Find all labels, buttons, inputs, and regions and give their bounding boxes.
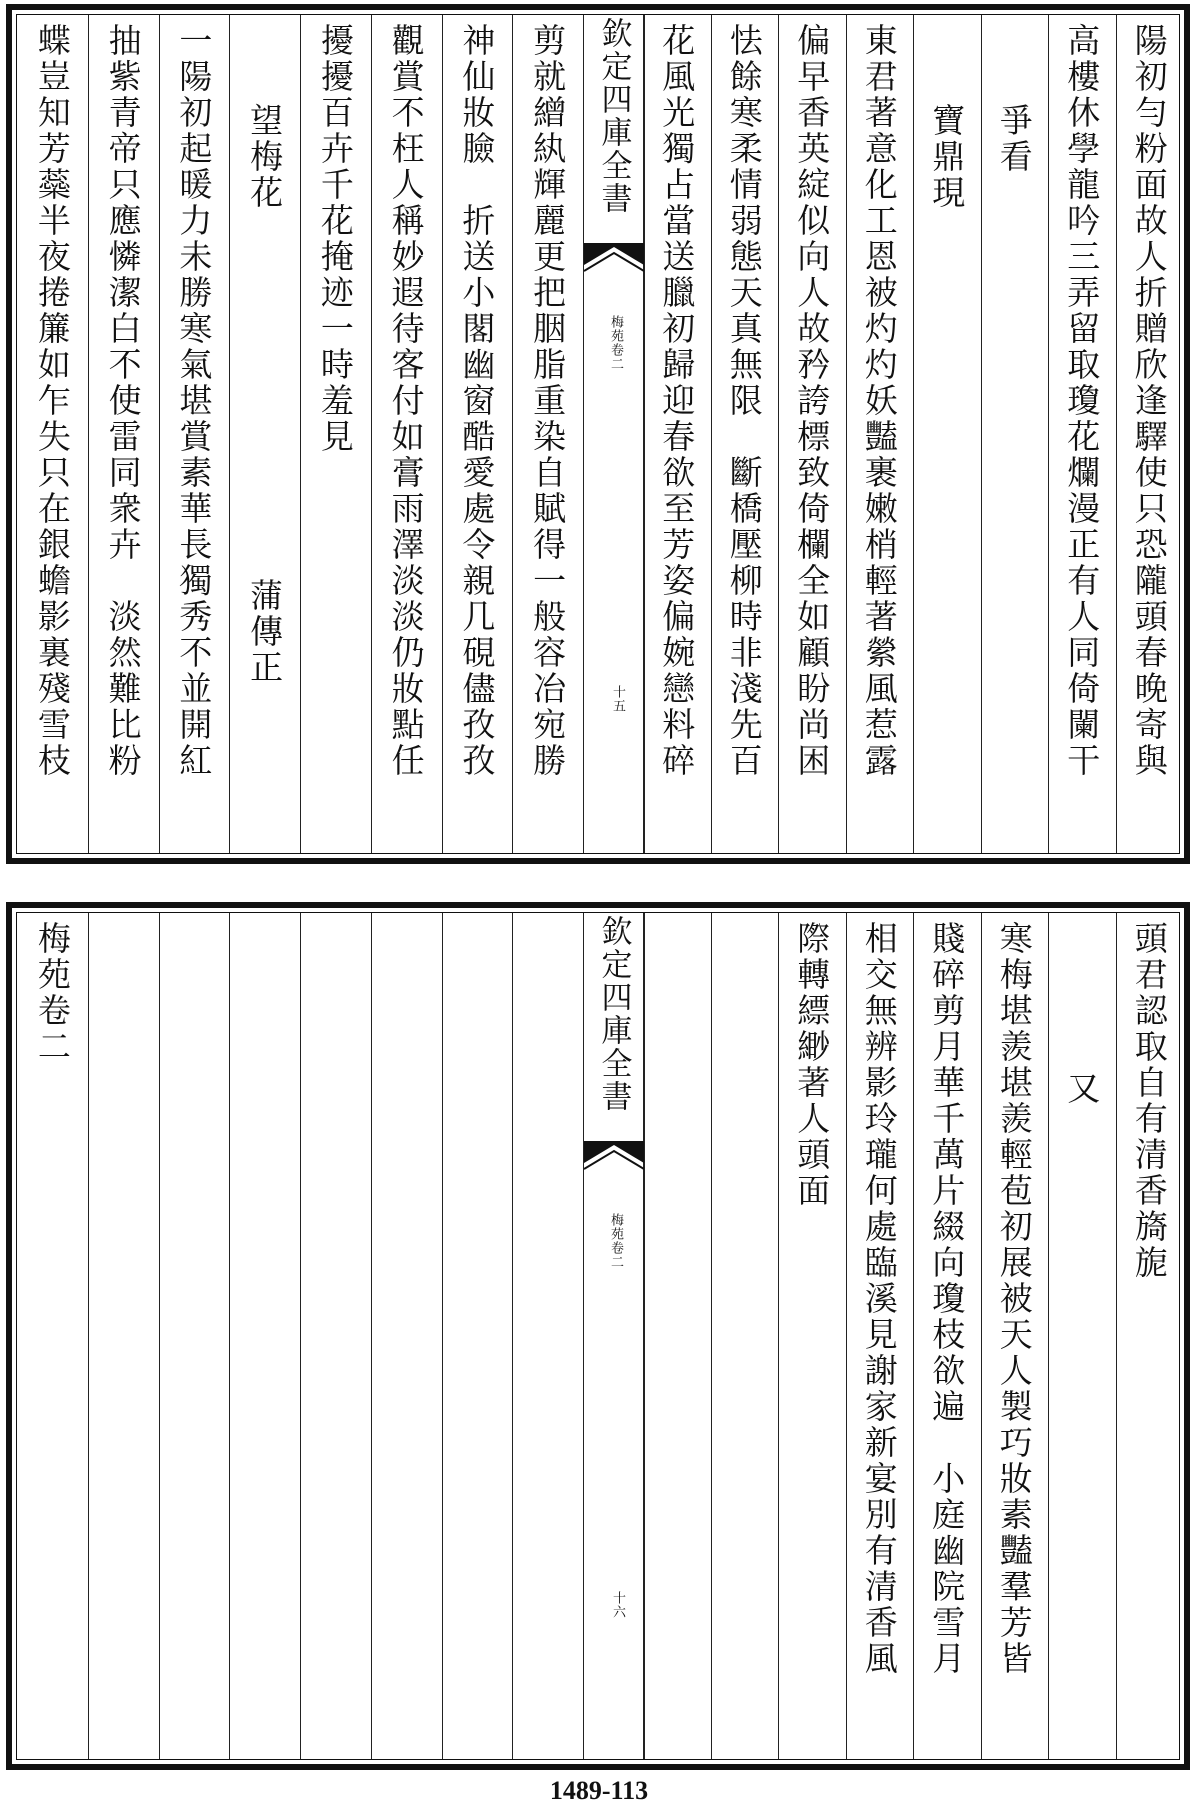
column-text: 梅苑卷二 [32, 921, 72, 1065]
column-text: 陽初勻粉面故人折贈欣逢驛使只恐隴頭春晚寄與 [1129, 23, 1169, 779]
column-text: 高樓休學龍吟三弄留取瓊花爛漫正有人同倚闌干 [1062, 23, 1102, 779]
text-column [229, 921, 300, 1751]
column-text: 抽紫青帝只應憐潔白不使雷同衆卉 淡然難比粉 [103, 23, 143, 779]
center-page-number: 十五 [610, 685, 625, 713]
fishtail-ornament [584, 1141, 644, 1181]
center-title: 欽定四庫全書 [595, 17, 632, 215]
center-page-number: 十六 [610, 1591, 625, 1619]
column-text: 蝶豈知芳蘂半夜捲簾如乍失只在銀蟾影裏殘雪枝 [32, 23, 72, 779]
column-text: 偏早香英綻似向人故矜誇標致倚欄全如顧盼尚困 [792, 23, 832, 779]
column-text: 花風光獨占當送臘初歸迎春欲至芳姿偏婉戀料碎 [657, 23, 697, 779]
text-column [371, 921, 442, 1751]
text-column [643, 921, 711, 1751]
author-name: 蒲傳正 [245, 578, 285, 686]
column-text: 際轉縹緲著人頭面 [792, 921, 832, 1209]
column-text: 寶鼎現 [927, 103, 967, 211]
text-column [1048, 921, 1116, 1751]
column-text: 神仙妝臉 折送小閣幽窗酷愛處令親几硯儘孜孜 [457, 23, 497, 779]
text-column [913, 921, 981, 1751]
lower-page-inner [16, 912, 1180, 1760]
column-text: 觀賞不枉人稱妙遐待客付如膏雨澤淡淡仍妝點任 [386, 23, 426, 779]
column-text: 東君著意化工恩被灼灼妖豔裹嫩梢輕著縈風惹露 [859, 23, 899, 779]
column-text: 寒梅堪羨堪羨輕苞初展被天人製巧妝素豔羣芳皆 [994, 921, 1034, 1677]
center-fold-column [583, 913, 645, 1759]
text-column [846, 921, 914, 1751]
text-column [17, 921, 88, 1751]
center-juan-label: 梅苑卷二 [608, 1213, 623, 1269]
text-column [778, 921, 846, 1751]
text-column [442, 921, 513, 1751]
column-text: 又 [1062, 1071, 1102, 1107]
column-text: 擾擾百卉千花掩迹一時羞見 [315, 23, 355, 455]
text-column [300, 921, 371, 1751]
column-text: 怯餘寒柔情弱態天真無限 斷橋壓柳時非淺先百 [724, 23, 764, 779]
column-text: 望梅花 [245, 103, 285, 211]
column-text: 相交無辨影玲瓏何處臨溪見謝家新宴別有清香風 [859, 921, 899, 1677]
text-column [981, 921, 1049, 1751]
page-footer-number: 1489-113 [549, 1776, 649, 1805]
column-text: 頭君認取自有清香旖旎 [1129, 921, 1169, 1281]
column-text: 賤碎剪月華千萬片綴向瓊枝欲遍 小庭幽院雪月 [927, 921, 967, 1677]
text-column [512, 921, 583, 1751]
lower-page-frame [6, 902, 1190, 1770]
text-column [1116, 921, 1184, 1751]
text-column [711, 921, 779, 1751]
column-text: 一陽初起暖力未勝寒氣堪賞素華長獨秀不並開紅 [174, 23, 214, 779]
center-title: 欽定四庫全書 [595, 915, 632, 1113]
column-text: 爭看 [994, 103, 1034, 175]
text-column [88, 921, 159, 1751]
column-text: 剪就繒紈輝麗更把胭脂重染自賦得一般容冶宛勝 [528, 23, 568, 779]
center-juan-label: 梅苑卷二 [608, 315, 623, 371]
text-column [159, 921, 230, 1751]
